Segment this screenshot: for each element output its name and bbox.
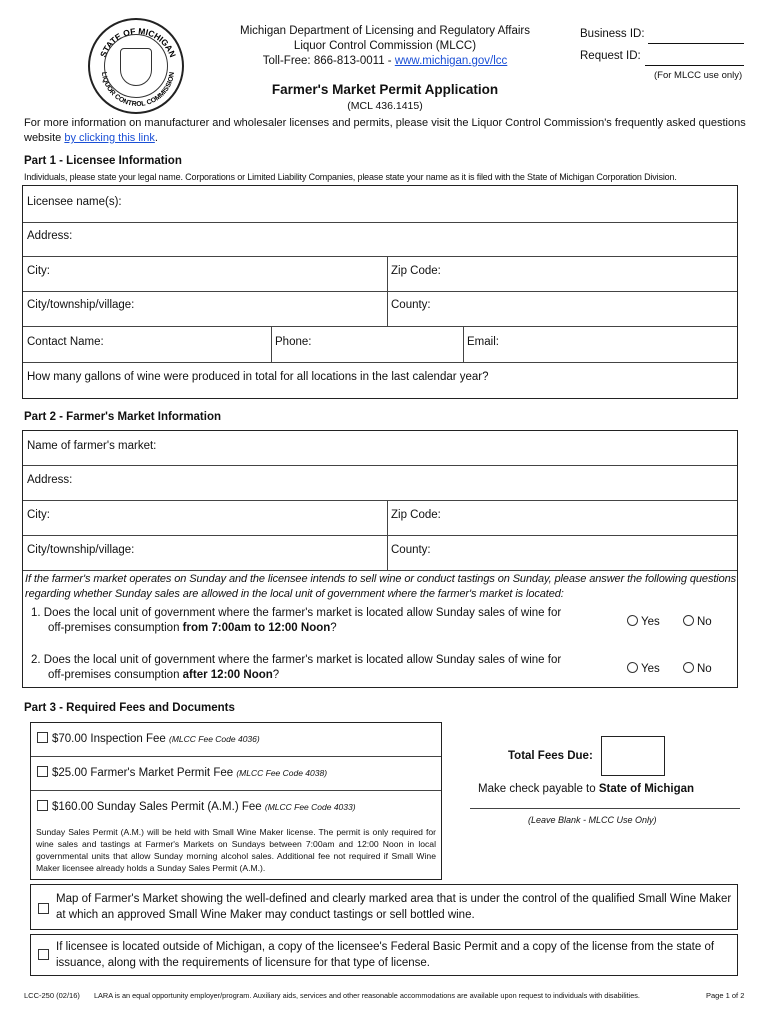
market-name-label[interactable]: Name of farmer's market: <box>27 440 157 452</box>
p1-county-label[interactable]: County: <box>391 299 431 311</box>
p2-zip-label[interactable]: Zip Code: <box>391 509 441 521</box>
header-line-3: Toll-Free: 866-813-0011 - www.michigan.gov/lcc <box>262 55 508 67</box>
mlcc-use-note: (For MLCC use only) <box>654 70 743 81</box>
state-seal <box>88 18 184 114</box>
agency-header <box>190 24 580 69</box>
payable-divider <box>470 808 740 809</box>
sunday-permit-note: Sunday Sales Permit (A.M.) will be held with Small Wine Maker license. The permit is only required for wine sales and tastings at Farmer's Markets on Sundays between 7:00am and 12:00 Noon in local governmental units that allow Sunday morning alcohol sales. Additional fee not required if Small Wine Maker licensee already holds a Sunday Sales Permit (A.M.). <box>36 827 436 873</box>
p2-city-label[interactable]: City: <box>27 509 50 521</box>
fees-box <box>30 722 442 880</box>
part2-heading: Part 2 - Farmer's Market Information <box>24 411 222 423</box>
business-id-field[interactable] <box>648 43 744 44</box>
p2-address-label[interactable]: Address: <box>27 474 73 486</box>
email-label[interactable]: Email: <box>467 336 499 348</box>
doc-map-box <box>30 884 738 930</box>
q2-no-radio[interactable]: No <box>683 662 712 675</box>
part1-table <box>22 185 738 399</box>
part2-table <box>22 430 738 688</box>
q1-yes-radio[interactable]: Yes <box>627 615 660 628</box>
seal-shield-icon <box>120 48 152 86</box>
eeo-statement: LARA is an equal opportunity employer/program. Auxiliary aids, services and other reasonable accommodations are available upon request to individuals with disabilities. <box>94 991 640 1000</box>
fee2-checkbox[interactable] <box>37 766 48 777</box>
gallons-question[interactable]: How many gallons of wine were produced in total for all locations in the last calendar year? <box>27 371 489 383</box>
doc2-checkbox[interactable] <box>38 949 49 960</box>
doc-federal-text: If licensee is located outside of Michigan, a copy of the licensee's Federal Basic Permit and a copy of the license from the state of issuance, along with the requirements of licensure for that type of license. <box>56 941 715 969</box>
p1-zip-label[interactable]: Zip Code: <box>391 265 441 277</box>
website-link[interactable]: www.michigan.gov/lcc <box>394 55 508 67</box>
q1-no-radio[interactable]: No <box>683 615 712 628</box>
svg-text:STATE OF MICHIGAN: STATE OF MICHIGAN <box>97 25 179 59</box>
question-1: 1. Does the local unit of government where the farmer's market is located allow Sunday sales of wine for off-premises consumption from 7:00am to 12:00 Noon? <box>31 607 562 634</box>
part1-note: Individuals, please state your legal name. Corporations or Limited Liability Companies, please state your name as it is filed with the State of Michigan Corporation Division. <box>24 172 677 182</box>
fee3-checkbox[interactable] <box>37 800 48 811</box>
request-id-label: Request ID: <box>580 50 641 62</box>
page-number: Page 1 of 2 <box>706 991 745 1000</box>
total-fees-label: Total Fees Due: <box>508 750 593 762</box>
header-line-2: Liquor Control Commission (MLCC) <box>293 40 477 52</box>
business-id-label: Business ID: <box>580 28 645 40</box>
fee1-checkbox[interactable] <box>37 732 48 743</box>
part1-heading: Part 1 - Licensee Information <box>24 155 182 167</box>
p2-county-label[interactable]: County: <box>391 544 431 556</box>
request-id-field[interactable] <box>645 65 744 66</box>
contact-name-label[interactable]: Contact Name: <box>27 336 104 348</box>
form-number: LCC-250 (02/16) <box>24 991 80 1000</box>
total-fees-box[interactable] <box>601 736 665 776</box>
question-2: 2. Does the local unit of government where the farmer's market is located allow Sunday sales of wine for off-premises consumption after 12:00 Noon? <box>31 654 562 681</box>
faq-link[interactable]: by clicking this link <box>64 132 155 144</box>
doc-map-text: Map of Farmer's Market showing the well-defined and clearly marked area that is under the control of the qualified Small Wine Maker at which an approved Small Wine Maker may conduct tastings or sell bottled wine. <box>56 893 732 921</box>
form-subtitle: (MCL 436.1415) <box>347 100 423 112</box>
p1-city-label[interactable]: City: <box>27 265 50 277</box>
phone-label[interactable]: Phone: <box>275 336 312 348</box>
fee-sunday-sales[interactable]: $160.00 Sunday Sales Permit (A.M.) Fee (MLCC Fee Code 4033) <box>37 800 356 813</box>
fee-inspection[interactable]: $70.00 Inspection Fee (MLCC Fee Code 4036) <box>37 732 260 745</box>
doc-federal-box <box>30 934 738 976</box>
sunday-note: If the farmer's market operates on Sunday and the licensee intends to sell wine or conduct tastings on Sunday, please answer the following questions regarding whether Sunday sales are allowed in the local unit of government where the farmer's market is located: <box>25 573 737 600</box>
p2-township-label[interactable]: City/township/village: <box>27 544 135 556</box>
form-title: Farmer's Market Permit Application <box>271 82 499 97</box>
p1-address-label[interactable]: Address: <box>27 230 73 242</box>
doc1-checkbox[interactable] <box>38 903 49 914</box>
leave-blank-note: (Leave Blank - MLCC Use Only) <box>528 815 657 825</box>
part3-heading: Part 3 - Required Fees and Documents <box>24 702 235 714</box>
fee-market-permit[interactable]: $25.00 Farmer's Market Permit Fee (MLCC Fee Code 4038) <box>37 766 327 779</box>
licensee-name-label[interactable]: Licensee name(s): <box>27 196 122 208</box>
p1-township-label[interactable]: City/township/village: <box>27 299 135 311</box>
svg-text:LIQUOR CONTROL COMMISSION: LIQUOR CONTROL COMMISSION <box>100 71 177 109</box>
q2-yes-radio[interactable]: Yes <box>627 662 660 675</box>
payable-note: Make check payable to State of Michigan <box>478 783 695 795</box>
info-paragraph: For more information on manufacturer and wholesaler licenses and permits, please visit the Liquor Control Commission's frequently asked questions website by clicking this link. <box>24 117 746 144</box>
header-line-1: Michigan Department of Licensing and Regulatory Affairs <box>239 25 530 37</box>
